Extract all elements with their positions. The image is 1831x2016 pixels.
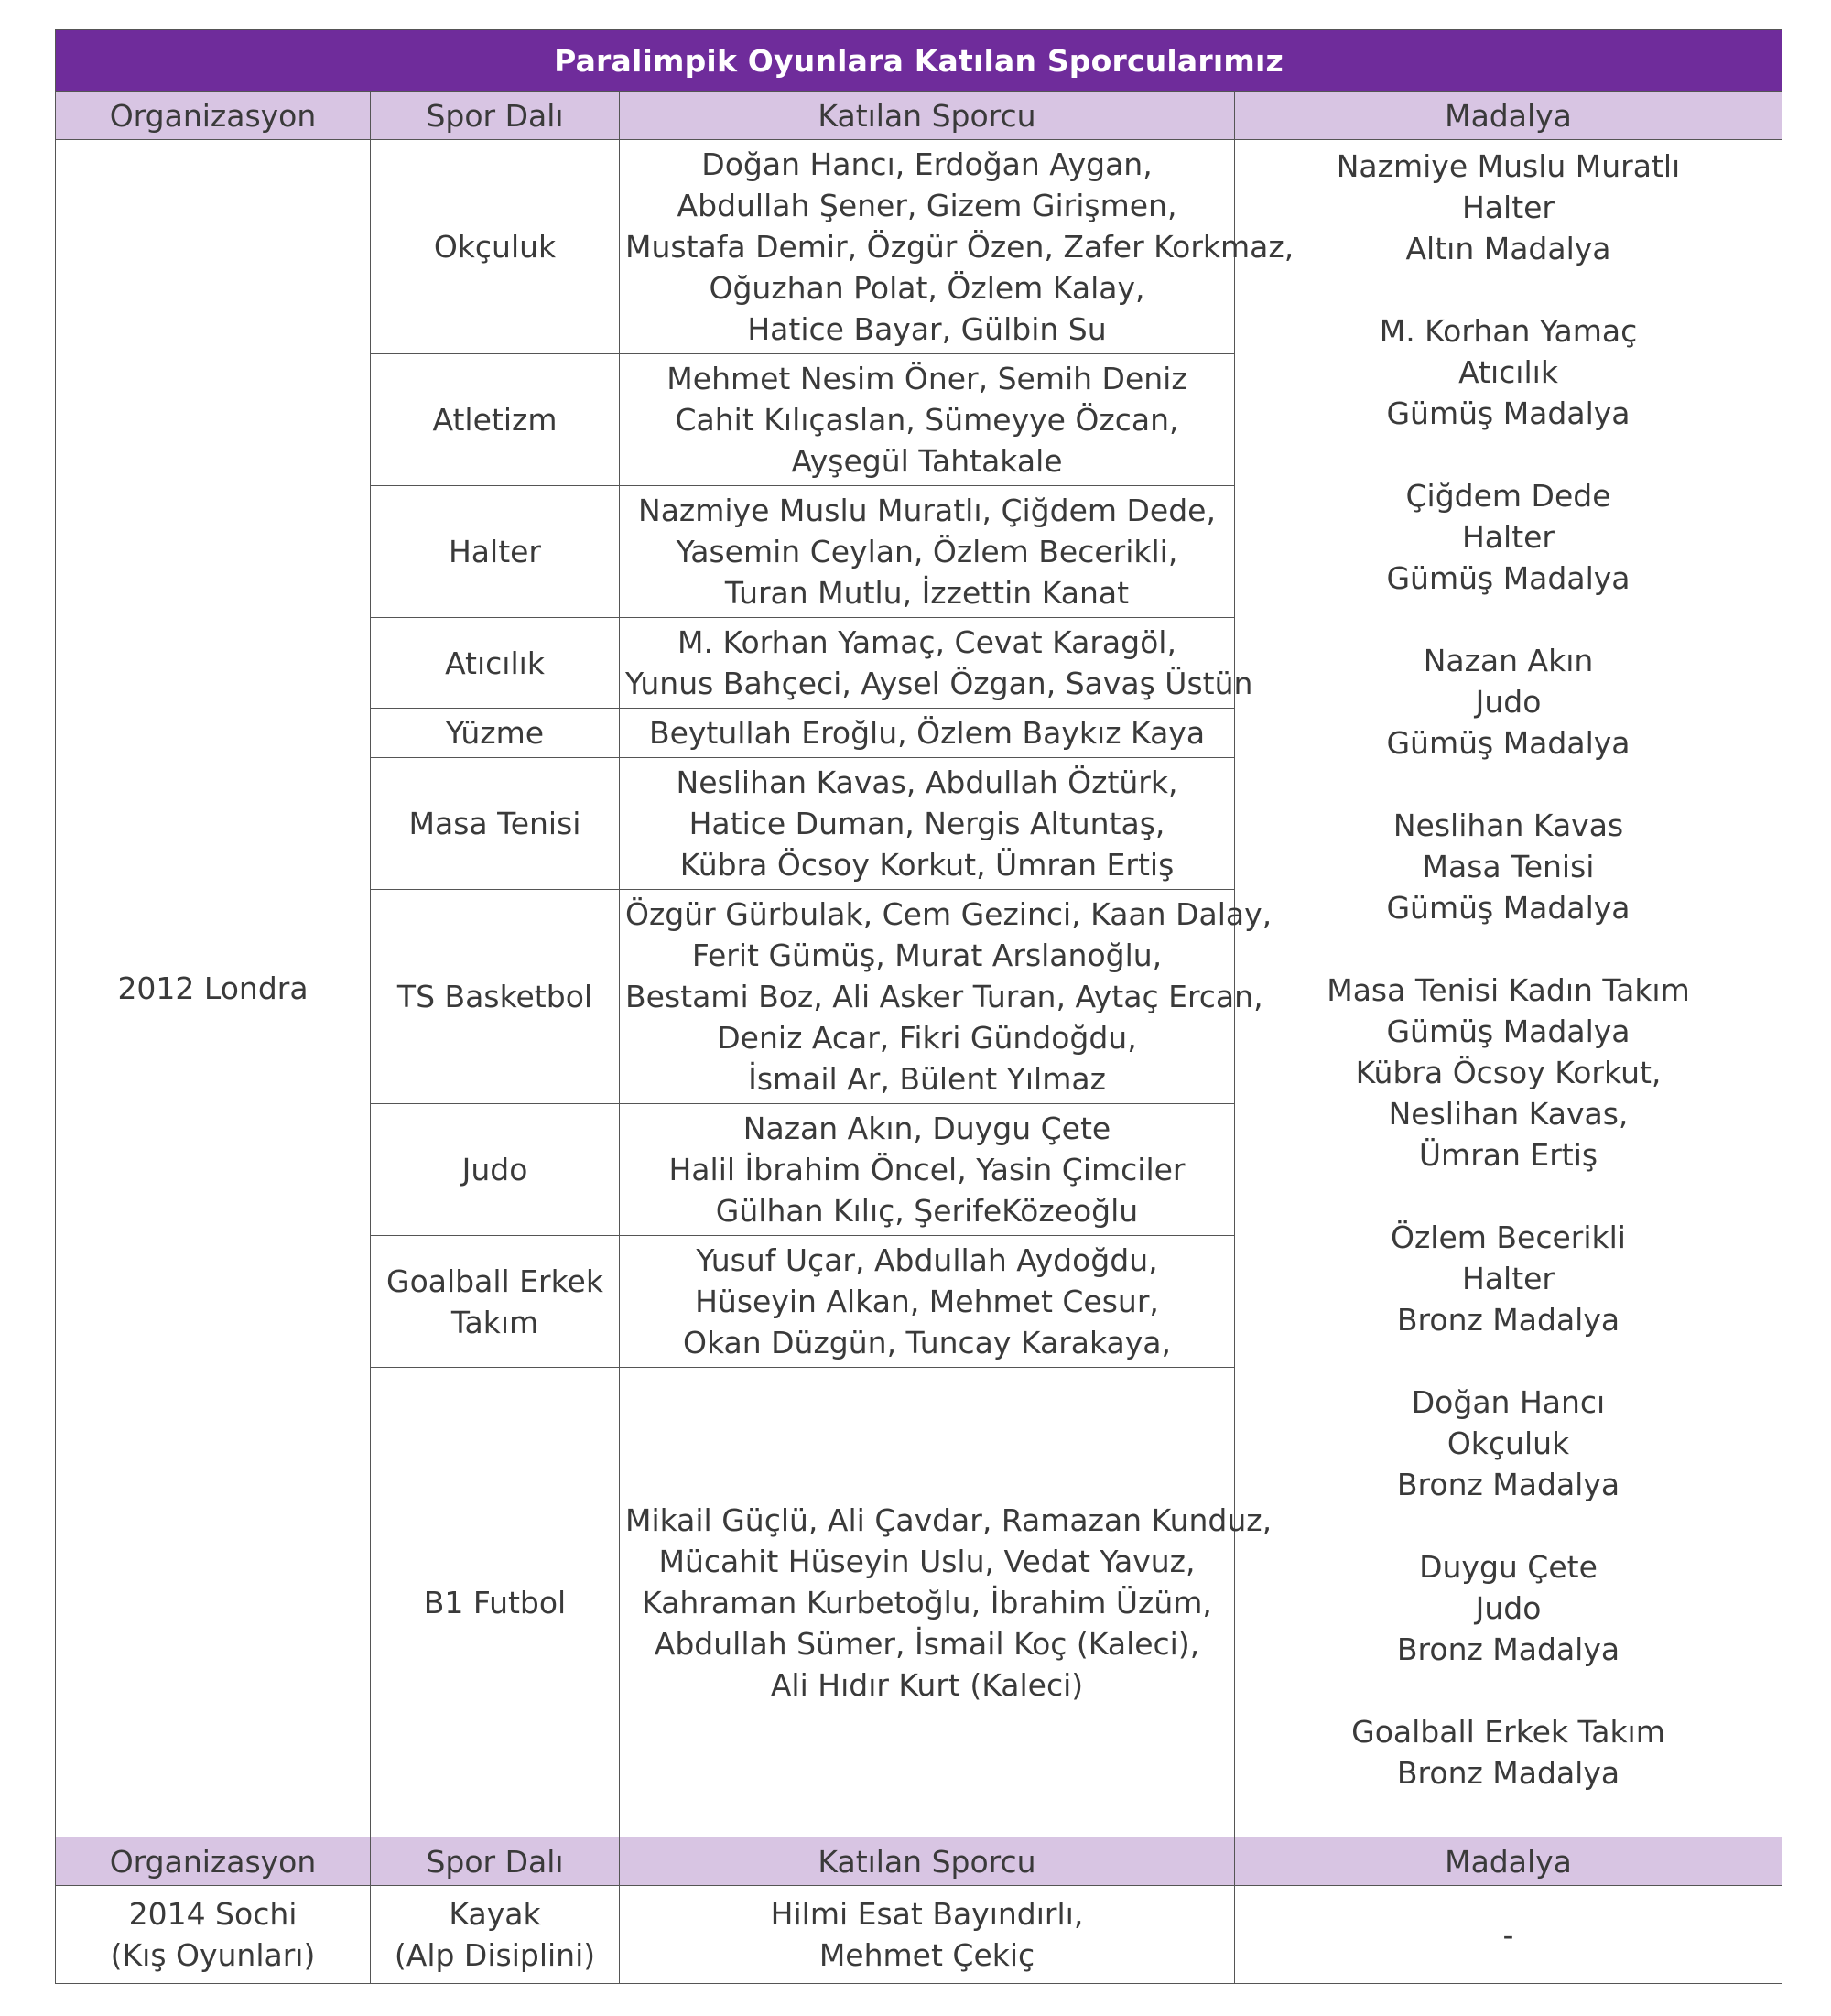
athlete-line: Özgür Gürbulak, Cem Gezinci, Kaan Dalay, bbox=[625, 896, 1273, 932]
sport-line: Atletizm bbox=[432, 402, 558, 438]
sport-line: Yüzme bbox=[445, 715, 545, 751]
header-row-london bbox=[56, 92, 1782, 140]
athlete-line: Kübra Öcsoy Korkut, Ümran Ertiş bbox=[679, 847, 1175, 883]
athlete-line: Mücahit Hüseyin Uslu, Vedat Yavuz, bbox=[658, 1543, 1196, 1579]
medal-line: Gümüş Madalya bbox=[1386, 725, 1631, 761]
athlete-line: Neslihan Kavas, Abdullah Öztürk, bbox=[676, 764, 1178, 800]
medal-group-gap bbox=[1241, 1176, 1776, 1217]
athlete-line: Hüseyin Alkan, Mehmet Cesur, bbox=[695, 1284, 1159, 1319]
medal-line: Masa Tenisi Kadın Takım bbox=[1327, 972, 1690, 1008]
col-header-sport: Spor Dalı bbox=[371, 1837, 620, 1886]
sport-cell bbox=[371, 890, 620, 1104]
sport-line: Goalball Erkek bbox=[386, 1263, 603, 1299]
medal-line: Bronz Madalya bbox=[1396, 1467, 1620, 1502]
sport-cell bbox=[371, 1236, 620, 1368]
athletes-cell bbox=[620, 140, 1295, 354]
medal-line: Judo bbox=[1475, 1590, 1542, 1626]
athlete-line: Ali Hıdır Kurt (Kaleci) bbox=[770, 1666, 1084, 1703]
athlete-line: Mikail Güçlü, Ali Çavdar, Ramazan Kunduz, bbox=[625, 1501, 1273, 1538]
athlete-line: Ferit Gümüş, Murat Arslanoğlu, bbox=[691, 938, 1163, 973]
medal-line: M. Korhan Yamaç bbox=[1379, 313, 1638, 349]
paralympic-athletes-table bbox=[55, 29, 1782, 1984]
medal-cell: - bbox=[1235, 1886, 1782, 1984]
medal-line: Halter bbox=[1461, 1261, 1555, 1296]
medal-group-gap bbox=[1241, 1670, 1776, 1711]
medal-line: Çiğdem Dede bbox=[1405, 478, 1611, 514]
sport-cell bbox=[371, 1104, 620, 1236]
col-header-sport: Spor Dalı bbox=[371, 92, 620, 140]
medal-line: Gümüş Madalya bbox=[1386, 890, 1631, 926]
medal-line: Halter bbox=[1461, 519, 1555, 555]
sport-cell bbox=[371, 1886, 620, 1984]
col-header-athletes: Katılan Sporcu bbox=[620, 1837, 1235, 1886]
athlete-line: Nazmiye Muslu Muratlı, Çiğdem Dede, bbox=[638, 493, 1216, 528]
table-title-row bbox=[56, 30, 1782, 92]
athlete-line: Ayşegül Tahtakale bbox=[791, 443, 1063, 479]
athletes-table-container bbox=[55, 29, 1782, 1984]
header-row-sochi bbox=[56, 1837, 1782, 1886]
medal-group-gap bbox=[1241, 1340, 1776, 1382]
athlete-line: Mustafa Demir, Özgür Özen, Zafer Korkmaz, bbox=[625, 229, 1295, 265]
athlete-line: Oğuzhan Polat, Özlem Kalay, bbox=[709, 270, 1145, 306]
col-header-medal: Madalya bbox=[1235, 1837, 1782, 1886]
medal-line: Bronz Madalya bbox=[1396, 1631, 1620, 1667]
sport-line: Halter bbox=[448, 534, 541, 569]
medal-line: Duygu Çete bbox=[1419, 1549, 1598, 1585]
sport-line: Okçuluk bbox=[433, 229, 557, 265]
sport-line: Takım bbox=[450, 1304, 539, 1340]
medal-group-gap bbox=[1241, 764, 1776, 805]
athletes-cell bbox=[620, 890, 1273, 1104]
medal-line: Atıcılık bbox=[1458, 354, 1558, 390]
medal-line: Bronz Madalya bbox=[1396, 1302, 1620, 1338]
col-header-organization: Organizasyon bbox=[56, 1837, 371, 1886]
athlete-line: M. Korhan Yamaç, Cevat Karagöl, bbox=[677, 624, 1176, 660]
medal-line: Judo bbox=[1475, 684, 1542, 720]
medal-line: Halter bbox=[1461, 190, 1555, 225]
sport-line: Atıcılık bbox=[445, 645, 545, 681]
col-header-athletes: Katılan Sporcu bbox=[620, 92, 1235, 140]
athlete-line: Yasemin Ceylan, Özlem Becerikli, bbox=[676, 534, 1178, 569]
medal-line: Altın Madalya bbox=[1405, 231, 1611, 266]
sport-cell bbox=[371, 618, 620, 709]
sport-cell bbox=[371, 486, 620, 618]
medal-line: Bronz Madalya bbox=[1396, 1755, 1620, 1791]
athlete-line: Mehmet Çekiç bbox=[818, 1937, 1035, 1973]
medal-line: Kübra Öcsoy Korkut, bbox=[1355, 1055, 1662, 1090]
athlete-line: Abdullah Sümer, İsmail Koç (Kaleci), bbox=[654, 1625, 1200, 1662]
athlete-line: Yunus Bahçeci, Aysel Özgan, Savaş Üstün bbox=[625, 666, 1253, 701]
athletes-cell bbox=[620, 354, 1235, 486]
athlete-line: Bestami Boz, Ali Asker Turan, Aytaç Ercan, bbox=[625, 979, 1263, 1014]
medal-line: Gümüş Madalya bbox=[1386, 396, 1631, 431]
medal-line: Gümüş Madalya bbox=[1386, 560, 1631, 596]
athletes-cell bbox=[620, 1236, 1235, 1368]
organization-cell bbox=[56, 1886, 371, 1984]
athlete-line: Hatice Duman, Nergis Altuntaş, bbox=[688, 806, 1165, 841]
london-section bbox=[56, 140, 1782, 1837]
athlete-line: Beytullah Eroğlu, Özlem Baykız Kaya bbox=[648, 715, 1206, 751]
medal-line: Özlem Becerikli bbox=[1391, 1219, 1626, 1255]
table-row bbox=[56, 1886, 1782, 1984]
athlete-line: Turan Mutlu, İzzettin Kanat bbox=[724, 575, 1130, 611]
medal-line: Okçuluk bbox=[1446, 1425, 1570, 1461]
athletes-cell bbox=[620, 618, 1253, 709]
sport-line: Judo bbox=[461, 1152, 528, 1187]
athlete-line: Hatice Bayar, Gülbin Su bbox=[747, 311, 1107, 347]
athlete-line: İsmail Ar, Bülent Yılmaz bbox=[748, 1061, 1106, 1097]
athletes-cell bbox=[620, 1104, 1235, 1236]
athlete-line: Halil İbrahim Öncel, Yasin Çimciler bbox=[668, 1152, 1186, 1187]
sport-cell bbox=[371, 354, 620, 486]
medal-group-gap bbox=[1241, 434, 1776, 475]
col-header-medal: Madalya bbox=[1235, 92, 1782, 140]
medal-line: Goalball Erkek Takım bbox=[1351, 1714, 1665, 1750]
sport-line: Kayak bbox=[449, 1896, 541, 1932]
medal-line: Doğan Hancı bbox=[1411, 1384, 1606, 1420]
medal-line: Nazan Akın bbox=[1423, 643, 1594, 678]
sochi-section bbox=[56, 1837, 1782, 1984]
sport-cell bbox=[371, 1368, 620, 1837]
athlete-line: Cahit Kılıçaslan, Sümeyye Özcan, bbox=[675, 402, 1179, 438]
organization-line: 2014 Sochi bbox=[128, 1896, 298, 1932]
athlete-line: Kahraman Kurbetoğlu, İbrahim Üzüm, bbox=[642, 1584, 1212, 1620]
medal-line: Neslihan Kavas bbox=[1392, 807, 1624, 843]
sport-line: B1 Futbol bbox=[423, 1584, 567, 1620]
athlete-line: Abdullah Şener, Gizem Girişmen, bbox=[677, 188, 1177, 223]
sport-line: Masa Tenisi bbox=[408, 806, 581, 841]
athlete-line: Hilmi Esat Bayındırlı, bbox=[770, 1896, 1084, 1932]
medal-group-gap bbox=[1241, 599, 1776, 640]
medal-line: Nazmiye Muslu Muratlı bbox=[1336, 148, 1681, 184]
athlete-line: Nazan Akın, Duygu Çete bbox=[742, 1111, 1111, 1146]
table-title: Paralimpik Oyunlara Katılan Sporcularımız bbox=[56, 30, 1782, 92]
medal-line: Ümran Ertiş bbox=[1418, 1137, 1598, 1173]
sport-cell bbox=[371, 709, 620, 758]
medal-line: Neslihan Kavas, bbox=[1388, 1096, 1629, 1132]
medal-group-gap bbox=[1241, 928, 1776, 970]
athlete-line: Deniz Acar, Fikri Gündoğdu, bbox=[717, 1020, 1137, 1056]
athlete-line: Gülhan Kılıç, ŞerifeKözeoğlu bbox=[715, 1193, 1139, 1229]
athlete-line: Yusuf Uçar, Abdullah Aydoğdu, bbox=[696, 1242, 1158, 1278]
sport-cell bbox=[371, 140, 620, 354]
athletes-cell bbox=[620, 1368, 1273, 1837]
athletes-cell bbox=[620, 1886, 1235, 1984]
organization-cell: 2012 Londra bbox=[56, 140, 371, 1837]
table-row bbox=[56, 140, 1782, 354]
athletes-cell bbox=[620, 758, 1235, 890]
athlete-line: Okan Düzgün, Tuncay Karakaya, bbox=[683, 1325, 1171, 1360]
athletes-cell bbox=[620, 709, 1235, 758]
sport-line: TS Basketbol bbox=[396, 979, 593, 1014]
sport-line: (Alp Disiplini) bbox=[394, 1937, 596, 1973]
medal-line: Gümüş Madalya bbox=[1386, 1013, 1631, 1049]
col-header-organization: Organizasyon bbox=[56, 92, 371, 140]
medals-cell bbox=[1235, 140, 1782, 1837]
organization-line: (Kış Oyunları) bbox=[110, 1937, 316, 1973]
medal-group-gap bbox=[1241, 269, 1776, 310]
athletes-cell bbox=[620, 486, 1235, 618]
medal-line: Masa Tenisi bbox=[1422, 849, 1595, 884]
athlete-line: Mehmet Nesim Öner, Semih Deniz bbox=[666, 361, 1187, 396]
athlete-line: Doğan Hancı, Erdoğan Aygan, bbox=[701, 146, 1153, 182]
sport-cell bbox=[371, 758, 620, 890]
medal-group-gap bbox=[1241, 1505, 1776, 1546]
